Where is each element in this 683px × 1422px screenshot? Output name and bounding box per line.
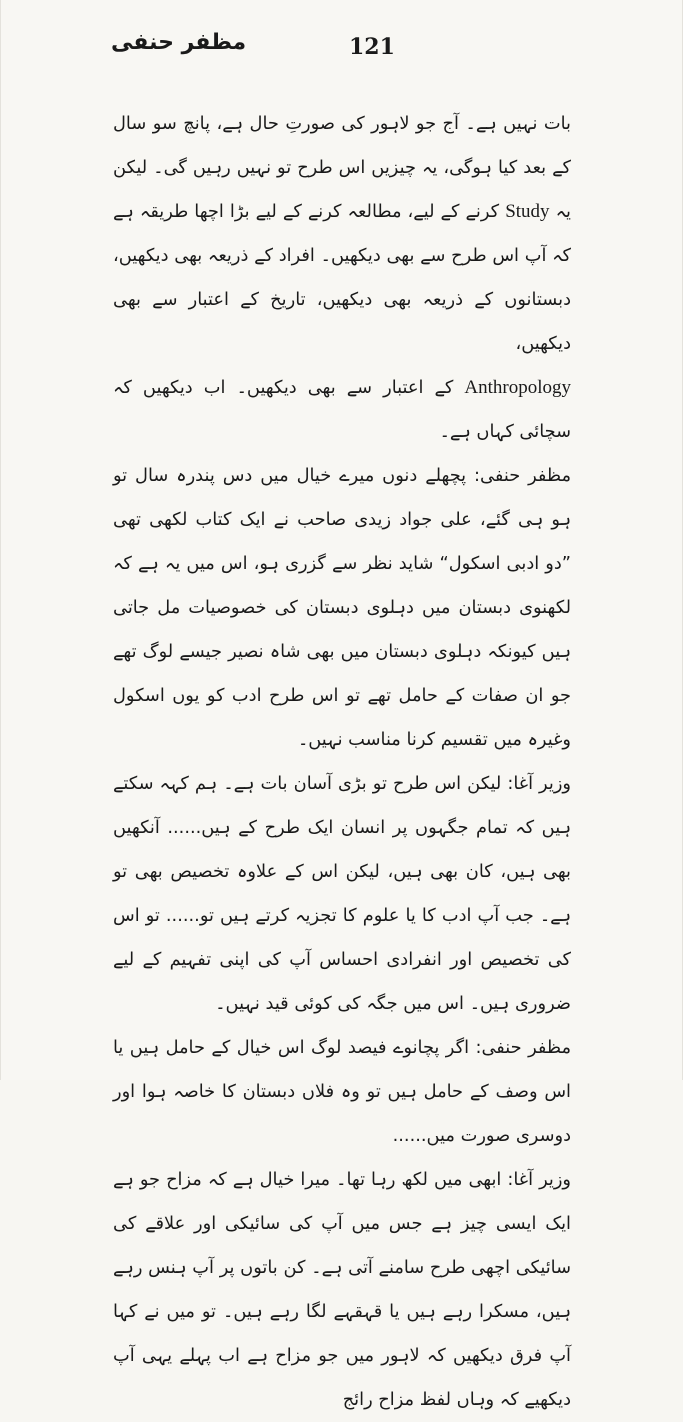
paragraph-6: وزیر آغا: ابھی میں لکھ رہا تھا۔ میرا خیال ہے کہ مزاح جو ہے ایک ایسی چیز ہے جس میں آپ کی سائیکی اور علاقے کی سائیکی اچھی طرح سامنے آتی ہے۔ کن باتوں پر آپ ہنس رہے ہیں، مسکرا رہے ہیں یا قہقہے لگا رہے ہیں۔ تو میں نے کہا آپ فرق دیکھیں کہ لاہور میں جو مزاح ہے اب پہلے یہی آپ دیکھیے کہ وہاں لفظ مزاح رائج <box>113 1169 571 1410</box>
paragraph-text: بات نہیں ہے۔ آج جو لاہور کی صورتِ حال ہے، پانچ سو سال کے بعد کیا ہوگی، یہ چیزیں اس طرح تو نہیں رہیں گی۔ لیکن یہ <box>113 113 571 222</box>
running-head-author: مظفر حنفی <box>111 30 247 55</box>
page-header <box>111 30 572 74</box>
paragraph-4: وزیر آغا: لیکن اس طرح تو بڑی آسان بات ہے۔ ہم کہہ سکتے ہیں کہ تمام جگہوں پر انسان ایک طرح کے ہیں...... آنکھیں بھی ہیں، کان بھی ہیں، لیکن اس کے علاوہ تخصیص بھی تو ہے۔ جب آپ ادب کا یا علوم کا تجزیہ کرتے ہیں تو...... تو اس کی تخصیص اور انفرادی احساس آپ کی اپنی تفہیم کے لیے ضروری ہیں۔ اس میں جگہ کی کوئی قید نہیں۔ <box>113 773 571 1014</box>
paragraph-text: کے اعتبار سے بھی دیکھیں۔ اب دیکھیں کہ سچائی کہاں ہے۔ <box>113 377 571 442</box>
english-term-anthropology: Anthropology <box>464 377 571 398</box>
paragraph-2 <box>113 366 571 454</box>
paragraph-1 <box>113 102 571 366</box>
paragraph-text: کرنے کے لیے، مطالعہ کرنے کے لیے بڑا اچھا طریقہ ہے کہ آپ اس طرح سے بھی دیکھیں۔ افراد کے ذریعہ بھی دیکھیں، دبستانوں کے ذریعہ بھی دیکھیں، تاریخ کے اعتبار سے بھی دیکھیں، <box>113 201 571 354</box>
paragraph-5: مظفر حنفی: اگر پچانوے فیصد لوگ اس خیال کے حامل ہیں یا اس وصف کے حامل ہیں تو وہ فلاں دبستان کا خاصہ ہوا اور دوسری صورت میں...... <box>113 1037 571 1146</box>
body-text <box>113 102 571 1422</box>
page-number: 121 <box>349 34 395 60</box>
english-term-study: Study <box>505 201 550 222</box>
paragraph-3: مظفر حنفی: پچھلے دنوں میرے خیال میں دس پندرہ سال تو ہو ہی گئے، علی جواد زیدی صاحب نے ایک کتاب لکھی تھی ”دو ادبی اسکول“ شاید نظر سے گزری ہو، اس میں یہ ہے کہ لکھنوی دبستان میں دہلوی دبستان کی خصوصیات مل جاتی ہیں کیونکہ دہلوی دبستان میں بھی شاہ نصیر جیسے لوگ تھے جو ان صفات کے حامل تھے تو اس طرح ادب کو یوں اسکول وغیرہ میں تقسیم کرنا مناسب نہیں۔ <box>113 465 571 750</box>
